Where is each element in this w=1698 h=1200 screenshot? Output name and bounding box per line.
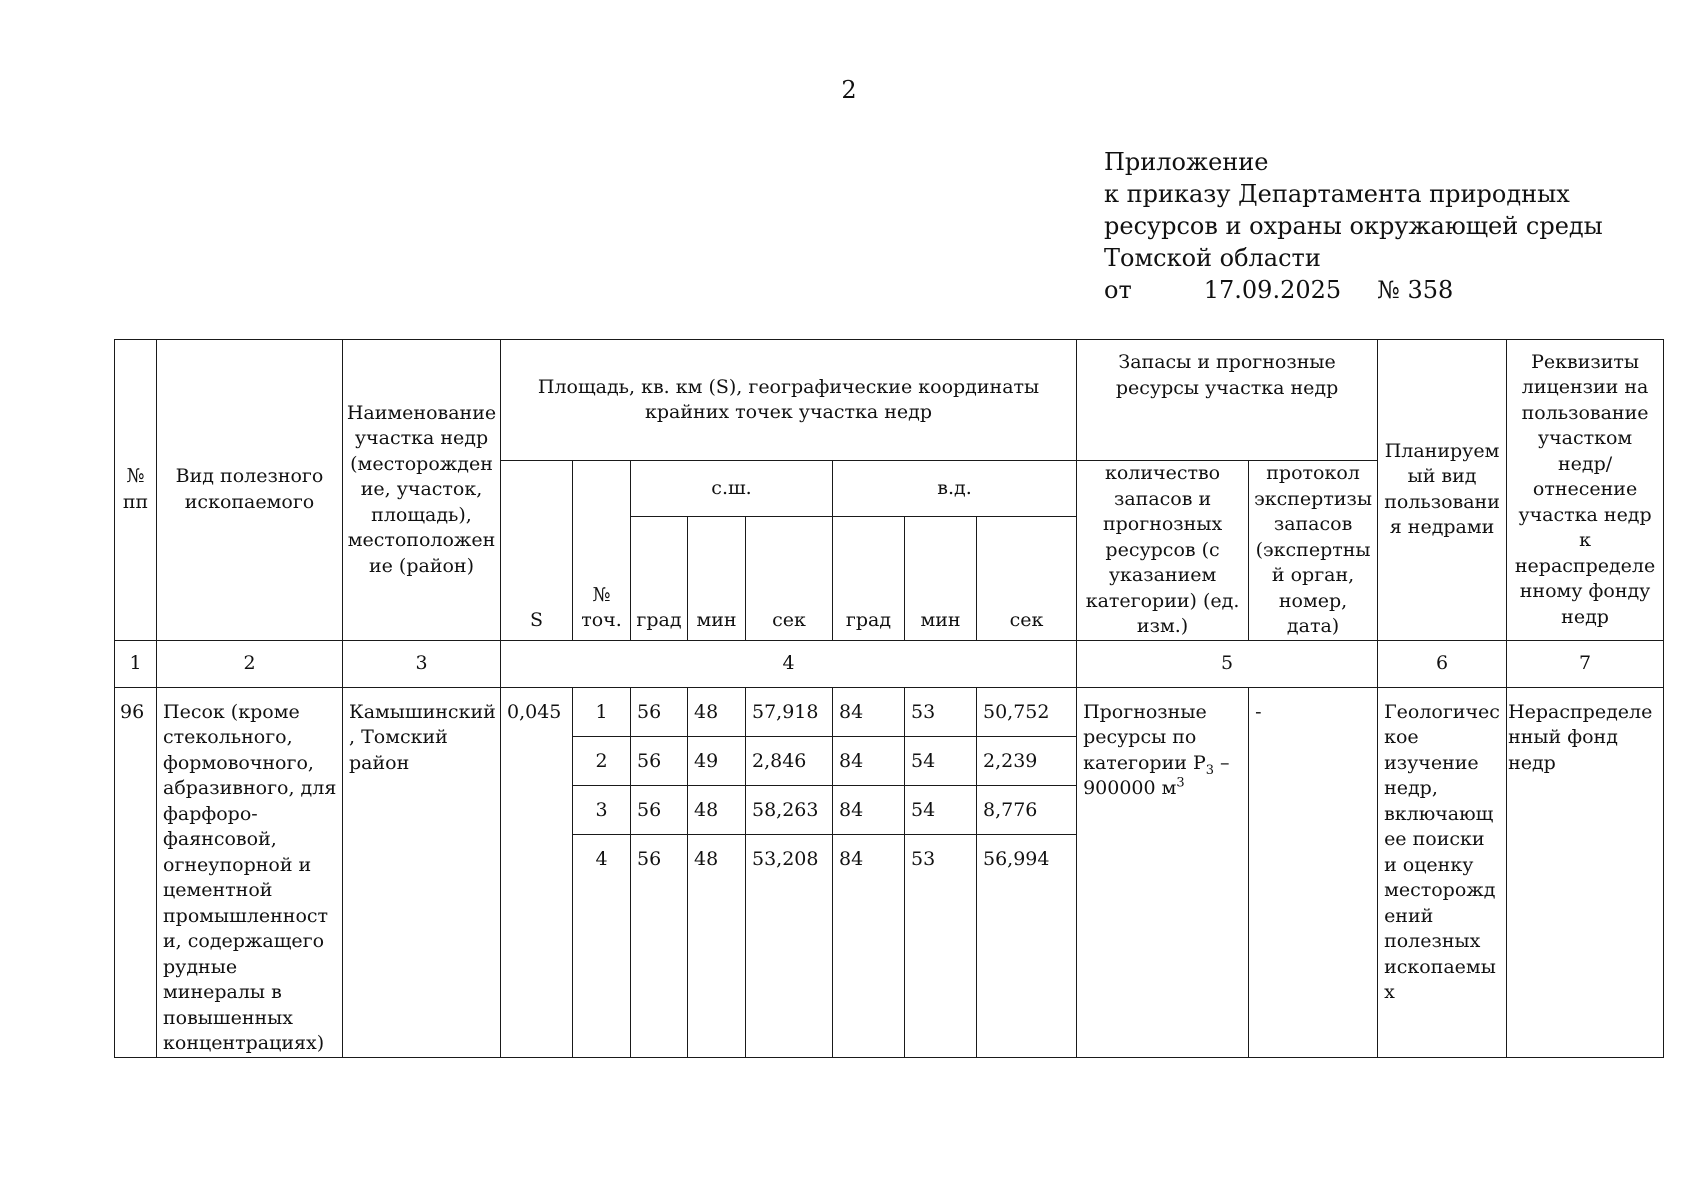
point-lat-deg: 56	[631, 834, 688, 1057]
point-lat-sec: 53,208	[746, 834, 833, 1057]
order-date: 17.09.2025	[1203, 276, 1342, 304]
point-lon-sec: 50,752	[977, 687, 1077, 736]
point-lon-deg: 84	[833, 736, 905, 785]
row-license: Нераспределенный фонд недр	[1507, 687, 1664, 1057]
point-lat-sec: 57,918	[746, 687, 833, 736]
header-lon-sec: сек	[977, 516, 1077, 640]
point-lat-sec: 58,263	[746, 785, 833, 834]
point-lon-deg: 84	[833, 785, 905, 834]
point-lat-min: 48	[688, 785, 746, 834]
reserves-text: Прогнозные ресурсы по категории Р	[1083, 700, 1207, 774]
point-lon-min: 53	[905, 687, 977, 736]
appendix-line-4: Томской области	[1104, 244, 1321, 272]
point-number: 4	[573, 834, 631, 1057]
point-lat-min: 48	[688, 687, 746, 736]
header-reserves: Запасы и прогнозные ресурсы участка недр	[1077, 340, 1378, 461]
reserves-category-subscript: 3	[1205, 762, 1215, 778]
point-lat-min: 49	[688, 736, 746, 785]
point-lon-min: 54	[905, 785, 977, 834]
appendix-title: Приложение	[1104, 148, 1269, 176]
header-lat-deg: град	[631, 516, 688, 640]
column-number: 5	[1077, 640, 1378, 687]
row-num: 96	[115, 687, 157, 1057]
appendix-line-3: ресурсов и охраны окружающей среды	[1104, 212, 1603, 240]
date-prefix: от	[1104, 276, 1132, 304]
header-lon-deg: град	[833, 516, 905, 640]
column-number: 3	[343, 640, 501, 687]
point-lat-deg: 56	[631, 785, 688, 834]
point-number: 2	[573, 736, 631, 785]
appendix-line-2: к приказу Департамента природных	[1104, 180, 1570, 208]
point-number: 1	[573, 687, 631, 736]
header-lon-min: мин	[905, 516, 977, 640]
header-north: с.ш.	[631, 461, 833, 517]
point-lon-deg: 84	[833, 834, 905, 1057]
header-reserves-qty: количество запасов и прогнозных ресурсов (с указанием категории) (ед. изм.)	[1077, 461, 1249, 641]
appendix-date-line	[1104, 274, 1603, 306]
point-lon-min: 54	[905, 736, 977, 785]
reserves-unit-superscript: 3	[1176, 775, 1185, 791]
point-lon-sec: 56,994	[977, 834, 1077, 1057]
order-number: № 358	[1377, 276, 1454, 304]
column-number: 2	[157, 640, 343, 687]
column-number: 1	[115, 640, 157, 687]
header-reserves-protocol: протокол экспертизы запасов (экспертный орган, номер, дата)	[1249, 461, 1378, 641]
column-number: 7	[1507, 640, 1664, 687]
appendix-header	[1104, 146, 1603, 306]
point-lon-deg: 84	[833, 687, 905, 736]
header-lat-min: мин	[688, 516, 746, 640]
header-mineral: Вид полезного ископаемого	[157, 340, 343, 641]
header-east: в.д.	[833, 461, 1077, 517]
column-number: 4	[501, 640, 1077, 687]
point-lat-deg: 56	[631, 736, 688, 785]
header-point-num: № точ.	[573, 461, 631, 641]
row-mineral: Песок (кроме стекольного, формовочного, абразивного, для фарфоро-фаянсовой, огнеупорной и цементной промышленности, содержащего рудные минералы в повышенных концентрациях)	[157, 687, 343, 1057]
point-lat-min: 48	[688, 834, 746, 1057]
point-lat-deg: 56	[631, 687, 688, 736]
row-site-name: Камышинский, Томский район	[343, 687, 501, 1057]
reserves-amount: – 900000 м	[1083, 751, 1230, 799]
point-lat-sec: 2,846	[746, 736, 833, 785]
header-planned-use: Планируемый вид пользования недрами	[1378, 340, 1507, 641]
header-lat-sec: сек	[746, 516, 833, 640]
point-lon-min: 53	[905, 834, 977, 1057]
point-lon-sec: 2,239	[977, 736, 1077, 785]
row-protocol: -	[1249, 687, 1378, 1057]
row-area: 0,045	[501, 687, 573, 1057]
column-number: 6	[1378, 640, 1507, 687]
point-lon-sec: 8,776	[977, 785, 1077, 834]
page-number: 2	[841, 76, 857, 104]
row-reserves-qty	[1077, 687, 1249, 1057]
header-s: S	[501, 461, 573, 641]
subsoil-registry-table	[114, 339, 1664, 1058]
header-num: № пп	[115, 340, 157, 641]
header-area-coords: Площадь, кв. км (S), географические координаты крайних точек участка недр	[501, 340, 1077, 461]
header-license: Реквизиты лицензии на пользование участком недр/ отнесение участка недр к нераспределенному фонду недр	[1507, 340, 1664, 641]
point-number: 3	[573, 785, 631, 834]
row-planned-use: Геологическое изучение недр, включающее поиски и оценку месторождений полезных ископаемых	[1378, 687, 1507, 1057]
header-site-name: Наименование участка недр (месторождение, участок, площадь), местоположение (район)	[343, 340, 501, 641]
